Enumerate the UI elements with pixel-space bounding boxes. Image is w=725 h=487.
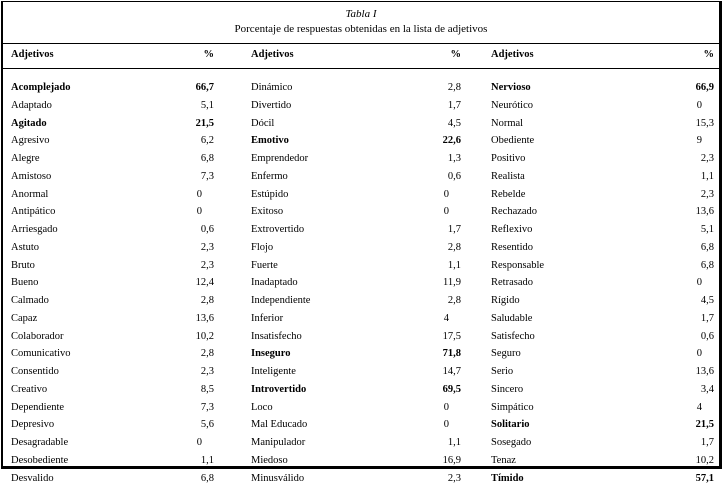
table-row — [11, 221, 214, 239]
adjective-percent: 13,6 — [696, 363, 714, 381]
adjective-name: Inferior — [251, 310, 283, 328]
table-row — [251, 452, 461, 470]
table-row — [491, 292, 714, 310]
adjective-name: Tenaz — [491, 452, 516, 470]
table-row — [251, 416, 461, 434]
adjective-percent: 5,6 — [201, 416, 214, 434]
adjective-percent: 7,3 — [201, 399, 214, 417]
table-row — [491, 381, 714, 399]
adjective-percent: 0 — [697, 274, 702, 292]
adjective-name: Nervioso — [491, 79, 531, 97]
divider — [3, 68, 719, 69]
adjective-name: Simpático — [491, 399, 534, 417]
adjective-name: Desagradable — [11, 434, 68, 452]
adjective-percent: 0,6 — [448, 168, 461, 186]
adjective-percent: 57,1 — [696, 470, 714, 487]
table-row — [11, 470, 214, 487]
adjective-name: Rígido — [491, 292, 520, 310]
adjective-name: Emprendedor — [251, 150, 308, 168]
table-row — [491, 79, 714, 97]
adjective-name: Positivo — [491, 150, 525, 168]
table-row — [491, 416, 714, 434]
adjective-percent: 2,3 — [201, 239, 214, 257]
adjective-percent: 8,5 — [201, 381, 214, 399]
adjective-name: Responsable — [491, 257, 544, 275]
adjective-name: Acomplejado — [11, 79, 71, 97]
table-row — [491, 470, 714, 487]
adjective-name: Extrovertido — [251, 221, 304, 239]
adjective-name: Serio — [491, 363, 513, 381]
adjective-name: Normal — [491, 115, 523, 133]
table-row — [251, 203, 461, 221]
table-row — [491, 132, 714, 150]
adjective-percent: 1,1 — [448, 434, 461, 452]
adjective-name: Saludable — [491, 310, 532, 328]
adjective-percent: 13,6 — [696, 203, 714, 221]
adjective-percent: 10,2 — [196, 328, 214, 346]
table-row — [251, 328, 461, 346]
adjective-name: Desobediente — [11, 452, 68, 470]
table-row — [251, 274, 461, 292]
table-row — [11, 416, 214, 434]
adjective-name: Creativo — [11, 381, 47, 399]
table-row — [491, 150, 714, 168]
table-row — [251, 97, 461, 115]
table-row — [251, 221, 461, 239]
table-title: Tabla I — [3, 7, 719, 22]
adjective-percent: 22,6 — [443, 132, 461, 150]
table-row — [251, 239, 461, 257]
table-row — [491, 203, 714, 221]
table-row — [491, 310, 714, 328]
adjective-name: Retrasado — [491, 274, 533, 292]
header-adjetivos: Adjetivos — [491, 49, 534, 60]
table-row — [251, 292, 461, 310]
adjective-percent: 0,6 — [701, 328, 714, 346]
adjective-percent: 2,3 — [201, 363, 214, 381]
adjective-percent: 0 — [444, 399, 449, 417]
table-row — [11, 399, 214, 417]
adjective-percent: 6,8 — [201, 150, 214, 168]
adjective-percent: 66,7 — [196, 79, 214, 97]
adjective-percent: 1,7 — [701, 310, 714, 328]
adjective-percent: 0 — [697, 345, 702, 363]
adjective-name: Insatisfecho — [251, 328, 302, 346]
table-row — [11, 79, 214, 97]
adjective-name: Amistoso — [11, 168, 51, 186]
table-row — [251, 257, 461, 275]
column-3 — [491, 79, 714, 487]
adjective-percent: 2,3 — [201, 257, 214, 275]
adjective-percent: 17,5 — [443, 328, 461, 346]
adjective-name: Enfermo — [251, 168, 288, 186]
table-row — [491, 115, 714, 133]
table-row — [251, 363, 461, 381]
adjective-percent: 1,1 — [448, 257, 461, 275]
table-row — [491, 274, 714, 292]
adjective-percent: 5,1 — [701, 221, 714, 239]
adjective-name: Manipulador — [251, 434, 305, 452]
adjective-percent: 0 — [444, 186, 449, 204]
adjective-percent: 10,2 — [696, 452, 714, 470]
adjective-percent: 66,9 — [696, 79, 714, 97]
adjective-percent: 2,3 — [448, 470, 461, 487]
table-row — [251, 434, 461, 452]
adjective-percent: 4,5 — [701, 292, 714, 310]
adjective-name: Tímido — [491, 470, 524, 487]
adjective-name: Neurótico — [491, 97, 533, 115]
table-row — [491, 97, 714, 115]
adjective-name: Adaptado — [11, 97, 52, 115]
table-row — [11, 257, 214, 275]
table-row — [11, 328, 214, 346]
adjective-name: Consentido — [11, 363, 59, 381]
adjective-percent: 0,6 — [201, 221, 214, 239]
adjective-name: Exitoso — [251, 203, 283, 221]
adjective-name: Independiente — [251, 292, 310, 310]
table-row — [11, 434, 214, 452]
adjective-name: Reflexivo — [491, 221, 532, 239]
adjective-percent: 69,5 — [443, 381, 461, 399]
adjective-name: Inseguro — [251, 345, 290, 363]
adjective-percent: 4,5 — [448, 115, 461, 133]
adjective-name: Comunicativo — [11, 345, 71, 363]
table-row — [251, 186, 461, 204]
adjective-percent: 15,3 — [696, 115, 714, 133]
adjective-percent: 0 — [444, 203, 449, 221]
table-row — [251, 79, 461, 97]
adjective-percent: 11,9 — [443, 274, 461, 292]
adjective-name: Inadaptado — [251, 274, 298, 292]
adjective-percent: 13,6 — [196, 310, 214, 328]
adjective-name: Fuerte — [251, 257, 278, 275]
header-adjetivos: Adjetivos — [11, 49, 54, 60]
table-header — [3, 49, 719, 65]
adjective-name: Colaborador — [11, 328, 64, 346]
adjective-name: Dinámico — [251, 79, 292, 97]
table-row — [11, 203, 214, 221]
table-row — [491, 239, 714, 257]
adjective-percent: 6,8 — [701, 257, 714, 275]
adjective-name: Realista — [491, 168, 525, 186]
adjective-percent: 4 — [697, 399, 702, 417]
adjective-name: Miedoso — [251, 452, 288, 470]
adjective-percent: 2,8 — [448, 79, 461, 97]
table-row — [251, 381, 461, 399]
table-row — [491, 328, 714, 346]
table-row — [11, 274, 214, 292]
adjective-percent: 2,8 — [201, 292, 214, 310]
table-row — [11, 381, 214, 399]
table-row — [491, 186, 714, 204]
table-row — [11, 115, 214, 133]
adjective-percent: 12,4 — [196, 274, 214, 292]
header-percent: % — [704, 49, 715, 60]
table-row — [251, 115, 461, 133]
adjective-name: Solitario — [491, 416, 530, 434]
header-percent: % — [204, 49, 215, 60]
adjective-name: Astuto — [11, 239, 39, 257]
table-row — [251, 132, 461, 150]
table-row — [491, 257, 714, 275]
adjective-percent: 3,4 — [701, 381, 714, 399]
table-row — [491, 399, 714, 417]
adjective-percent: 6,8 — [701, 239, 714, 257]
adjective-name: Rebelde — [491, 186, 525, 204]
adjective-name: Agresivo — [11, 132, 50, 150]
table-row — [11, 239, 214, 257]
table-row — [491, 452, 714, 470]
table-row — [251, 168, 461, 186]
adjective-name: Flojo — [251, 239, 273, 257]
adjective-percent: 0 — [197, 434, 202, 452]
adjective-percent: 6,2 — [201, 132, 214, 150]
adjective-name: Depresivo — [11, 416, 54, 434]
table-frame — [1, 1, 722, 469]
table-row — [491, 345, 714, 363]
table-row — [11, 168, 214, 186]
table-caption — [3, 7, 719, 37]
adjective-name: Introvertido — [251, 381, 306, 399]
adjective-name: Obediente — [491, 132, 534, 150]
table-row — [491, 221, 714, 239]
adjective-percent: 16,9 — [443, 452, 461, 470]
adjective-percent: 9 — [697, 132, 702, 150]
adjective-name: Arriesgado — [11, 221, 58, 239]
table-row — [11, 345, 214, 363]
adjective-name: Minusválido — [251, 470, 304, 487]
table-row — [251, 399, 461, 417]
adjective-name: Dócil — [251, 115, 274, 133]
adjective-percent: 1,1 — [701, 168, 714, 186]
table-row — [491, 434, 714, 452]
adjective-percent: 2,8 — [201, 345, 214, 363]
table-row — [11, 150, 214, 168]
adjective-name: Emotivo — [251, 132, 289, 150]
adjective-name: Bruto — [11, 257, 35, 275]
adjective-percent: 14,7 — [443, 363, 461, 381]
adjective-name: Inteligente — [251, 363, 296, 381]
adjective-percent: 1,7 — [448, 221, 461, 239]
table-row — [11, 363, 214, 381]
adjective-percent: 5,1 — [201, 97, 214, 115]
adjective-percent: 4 — [444, 310, 449, 328]
adjective-percent: 21,5 — [696, 416, 714, 434]
header-percent: % — [451, 49, 462, 60]
table-row — [11, 292, 214, 310]
adjective-percent: 21,5 — [196, 115, 214, 133]
table-row — [11, 186, 214, 204]
table-row — [11, 97, 214, 115]
adjective-name: Resentido — [491, 239, 533, 257]
header-adjetivos: Adjetivos — [251, 49, 294, 60]
adjective-name: Bueno — [11, 274, 38, 292]
adjective-name: Anormal — [11, 186, 48, 204]
adjective-percent: 1,7 — [448, 97, 461, 115]
table-row — [11, 310, 214, 328]
adjective-name: Capaz — [11, 310, 37, 328]
adjective-name: Alegre — [11, 150, 40, 168]
adjective-name: Desvalido — [11, 470, 54, 487]
adjective-name: Mal Educado — [251, 416, 307, 434]
adjective-percent: 0 — [197, 186, 202, 204]
adjective-name: Sincero — [491, 381, 523, 399]
adjective-name: Divertido — [251, 97, 291, 115]
adjective-name: Rechazado — [491, 203, 537, 221]
table-row — [11, 132, 214, 150]
adjective-name: Seguro — [491, 345, 521, 363]
divider — [3, 43, 719, 44]
adjective-percent: 2,3 — [701, 150, 714, 168]
adjective-name: Loco — [251, 399, 273, 417]
table-row — [491, 363, 714, 381]
adjective-name: Dependiente — [11, 399, 64, 417]
adjective-percent: 0 — [444, 416, 449, 434]
adjective-percent: 1,7 — [701, 434, 714, 452]
table-row — [251, 470, 461, 487]
adjective-percent: 0 — [197, 203, 202, 221]
column-1 — [11, 79, 214, 487]
adjective-percent: 1,1 — [201, 452, 214, 470]
table-row — [491, 168, 714, 186]
adjective-name: Sosegado — [491, 434, 531, 452]
table-row — [251, 310, 461, 328]
table-row — [251, 150, 461, 168]
adjective-name: Agitado — [11, 115, 47, 133]
adjective-percent: 7,3 — [201, 168, 214, 186]
adjective-percent: 0 — [697, 97, 702, 115]
table-subtitle: Porcentaje de respuestas obtenidas en la lista de adjetivos — [3, 22, 719, 37]
adjective-percent: 2,3 — [701, 186, 714, 204]
column-2 — [251, 79, 461, 487]
adjective-name: Satisfecho — [491, 328, 535, 346]
table-row — [251, 345, 461, 363]
adjective-name: Estúpido — [251, 186, 288, 204]
adjective-percent: 2,8 — [448, 239, 461, 257]
adjective-name: Antipático — [11, 203, 55, 221]
adjective-percent: 2,8 — [448, 292, 461, 310]
adjective-percent: 6,8 — [201, 470, 214, 487]
adjective-percent: 1,3 — [448, 150, 461, 168]
table-row — [11, 452, 214, 470]
adjective-percent: 71,8 — [443, 345, 461, 363]
adjective-name: Calmado — [11, 292, 49, 310]
